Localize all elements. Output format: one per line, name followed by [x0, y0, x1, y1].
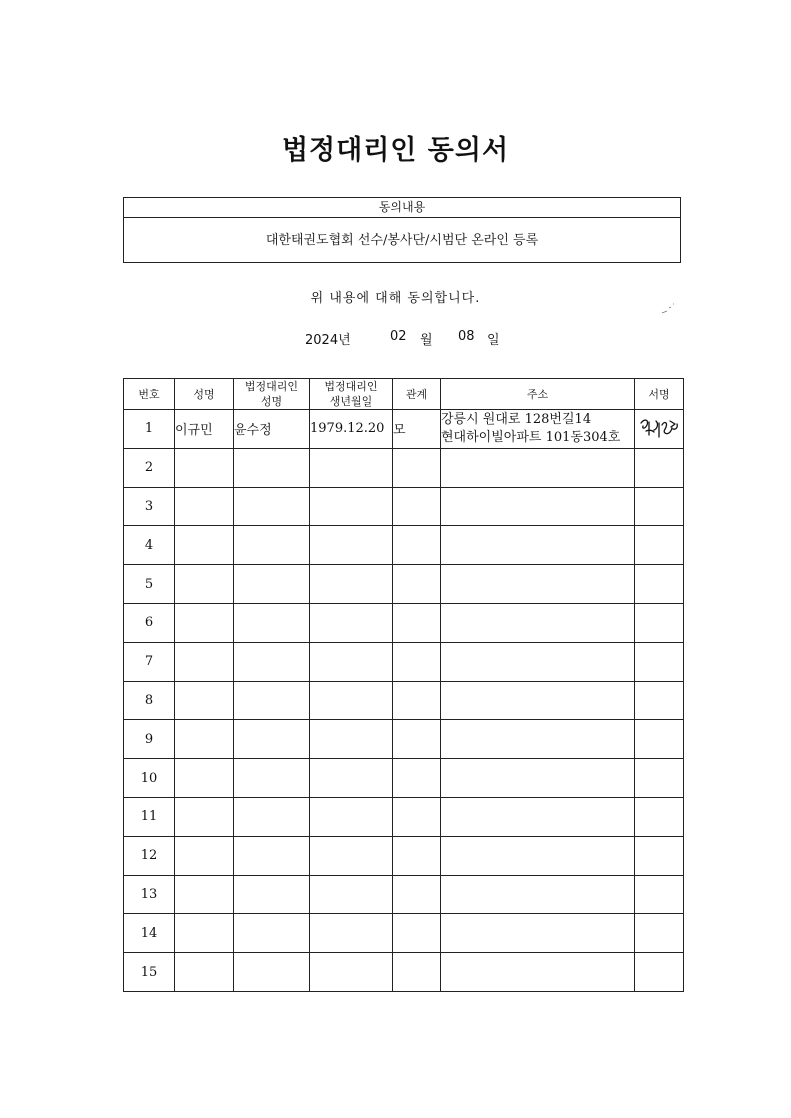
- row-address: [441, 410, 635, 449]
- row-guardian-birth: [310, 720, 393, 759]
- row-guardian-name: [234, 603, 310, 642]
- row-guardian-name: [234, 836, 310, 875]
- consent-box: [123, 197, 681, 263]
- row-relation: [393, 487, 441, 526]
- consent-header: 동의내용: [124, 198, 680, 218]
- row-name: [175, 875, 234, 914]
- row-number: 5: [124, 565, 175, 604]
- row-address: [441, 642, 635, 681]
- row-number: 8: [124, 681, 175, 720]
- row-guardian-name: [234, 875, 310, 914]
- date-day: 08: [458, 329, 475, 344]
- row-number: 13: [124, 875, 175, 914]
- row-name: [175, 953, 234, 992]
- header-guardian-name-line2: 성명: [260, 395, 283, 408]
- row-number: 7: [124, 642, 175, 681]
- row-address: [441, 526, 635, 565]
- row-signature: [635, 759, 684, 798]
- row-guardian-name: [234, 914, 310, 953]
- row-guardian-name: [234, 487, 310, 526]
- table-row: [124, 565, 684, 604]
- table-row: [124, 875, 684, 914]
- row-address: [441, 448, 635, 487]
- table-row: [124, 410, 684, 449]
- row-signature: [635, 487, 684, 526]
- table-row: [124, 681, 684, 720]
- row-signature: [635, 720, 684, 759]
- table-row: [124, 914, 684, 953]
- header-guardian-birth-line2: 생년월일: [329, 395, 373, 408]
- row-relation: [393, 797, 441, 836]
- header-relation: 관계: [393, 379, 441, 410]
- row-address: [441, 487, 635, 526]
- date-year: 2024년: [305, 333, 351, 348]
- table-row: [124, 526, 684, 565]
- row-address: [441, 836, 635, 875]
- row-relation: [393, 642, 441, 681]
- row-relation: [393, 836, 441, 875]
- row-signature: [635, 603, 684, 642]
- handwritten-signature: [637, 415, 681, 443]
- row-name: [175, 565, 234, 604]
- row-relation: [393, 875, 441, 914]
- row-number: 2: [124, 448, 175, 487]
- row-guardian-birth: [310, 797, 393, 836]
- row-guardian-name: [234, 565, 310, 604]
- row-relation: [393, 953, 441, 992]
- row-relation: [393, 603, 441, 642]
- row-name: [175, 642, 234, 681]
- row-name: [175, 681, 234, 720]
- row-number: 14: [124, 914, 175, 953]
- row-name: [175, 448, 234, 487]
- table-row: [124, 603, 684, 642]
- row-relation: [393, 448, 441, 487]
- row-number: 9: [124, 720, 175, 759]
- row-guardian-name: [234, 720, 310, 759]
- row-signature: [635, 953, 684, 992]
- header-guardian-birth-line1: 법정대리인: [324, 380, 378, 393]
- row-address: [441, 603, 635, 642]
- row-number: 15: [124, 953, 175, 992]
- row-guardian-birth: [310, 875, 393, 914]
- table-row: [124, 953, 684, 992]
- row-guardian-birth: [310, 487, 393, 526]
- row-guardian-birth: [310, 526, 393, 565]
- row-address: [441, 759, 635, 798]
- row-signature: [635, 642, 684, 681]
- row-guardian-birth: [310, 603, 393, 642]
- row-address: [441, 565, 635, 604]
- row-name: [175, 914, 234, 953]
- row-number: 6: [124, 603, 175, 642]
- row-signature: [635, 836, 684, 875]
- row-guardian-name: 윤수정: [234, 410, 310, 449]
- date-day-unit: 일: [487, 333, 500, 348]
- row-guardian-birth: [310, 759, 393, 798]
- row-guardian-birth: [310, 681, 393, 720]
- row-signature: [635, 914, 684, 953]
- row-guardian-birth: [310, 914, 393, 953]
- table-header-row: [124, 379, 684, 410]
- row-guardian-birth: [310, 565, 393, 604]
- row-number: 4: [124, 526, 175, 565]
- row-name: [175, 526, 234, 565]
- header-signature: 서명: [635, 379, 684, 410]
- table-row: [124, 487, 684, 526]
- row-address: [441, 797, 635, 836]
- table-row: [124, 720, 684, 759]
- date-month-unit: 월: [420, 333, 433, 348]
- row-guardian-birth: [310, 448, 393, 487]
- row-guardian-name: [234, 953, 310, 992]
- row-signature: [635, 526, 684, 565]
- row-number: 12: [124, 836, 175, 875]
- header-guardian-birth: [310, 379, 393, 410]
- row-name: [175, 759, 234, 798]
- row-guardian-birth: [310, 642, 393, 681]
- date-month: 02: [390, 329, 407, 344]
- row-signature: [635, 565, 684, 604]
- row-name: [175, 487, 234, 526]
- table-row: [124, 448, 684, 487]
- row-guardian-birth: [310, 953, 393, 992]
- header-guardian-name-line1: 법정대리인: [244, 380, 299, 393]
- row-number: 10: [124, 759, 175, 798]
- row-signature: [635, 875, 684, 914]
- row-address: [441, 681, 635, 720]
- row-signature: [635, 797, 684, 836]
- table-row: [124, 797, 684, 836]
- row-address: [441, 875, 635, 914]
- row-guardian-name: [234, 526, 310, 565]
- row-guardian-name: [234, 642, 310, 681]
- row-signature: [635, 448, 684, 487]
- stray-mark: [660, 302, 676, 316]
- row-address: [441, 914, 635, 953]
- row-name: [175, 797, 234, 836]
- row-guardian-birth: [310, 836, 393, 875]
- row-guardian-name: [234, 759, 310, 798]
- row-relation: [393, 526, 441, 565]
- row-guardian-name: [234, 448, 310, 487]
- row-guardian-birth: 1979.12.20: [310, 410, 393, 449]
- row-name: [175, 836, 234, 875]
- row-name: [175, 603, 234, 642]
- agreement-statement: 위 내용에 대해 동의합니다.: [310, 291, 481, 306]
- row-number: 11: [124, 797, 175, 836]
- row-relation: 모: [393, 410, 441, 449]
- row-guardian-name: [234, 797, 310, 836]
- row-guardian-name: [234, 681, 310, 720]
- row-name: [175, 720, 234, 759]
- row-address: [441, 953, 635, 992]
- row-address: [441, 720, 635, 759]
- row-number: 3: [124, 487, 175, 526]
- guardian-table: [123, 378, 684, 992]
- row-signature: [635, 410, 684, 449]
- row-relation: [393, 914, 441, 953]
- document-title: 법정대리인 동의서: [281, 135, 510, 166]
- header-name: 성명: [175, 379, 234, 410]
- row-relation: [393, 720, 441, 759]
- row-signature: [635, 681, 684, 720]
- table-row: [124, 759, 684, 798]
- row-address-line1: 강릉시 원대로 128번길14: [441, 411, 592, 427]
- row-name: 이규민: [175, 410, 234, 449]
- row-relation: [393, 681, 441, 720]
- row-address-line2: 현대하이빌아파트 101동304호: [441, 429, 621, 445]
- header-address: 주소: [441, 379, 635, 410]
- row-relation: [393, 759, 441, 798]
- table-row: [124, 642, 684, 681]
- header-no: 번호: [124, 379, 175, 410]
- table-row: [124, 836, 684, 875]
- consent-content: 대한태권도협회 선수/봉사단/시범단 온라인 등록: [265, 233, 539, 248]
- row-relation: [393, 565, 441, 604]
- header-guardian-name: [234, 379, 310, 410]
- row-number: 1: [124, 410, 175, 449]
